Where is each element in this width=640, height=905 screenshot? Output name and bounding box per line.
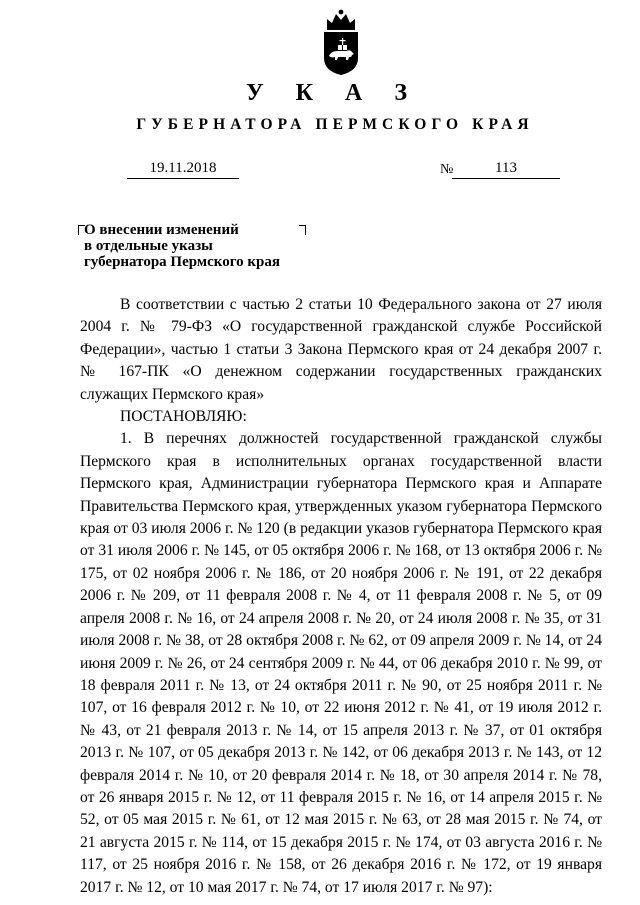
decree-clause: ПОСТАНОВЛЯЮ: (120, 408, 247, 426)
item-1-paragraph: 1. В перечнях должностей государственной гражданской службы Пермского края в исполнительных органах государственной власти Пермского края, Администрации губернатора Пермского края и Аппарате Правительства Пермского края, утвержденных указом губернатора Пермского края от 03 июля 2006 г. № 120 (в редакции указов губернатора Пермского края от 31 июля 2006 г. № 145, от 05 октября 2006 г. № 168, от 13 октября 2006 г. № 175, от 02 ноября 2006 г. № 186, от 20 ноября 2006 г. № 191, от 22 декабря 2006 г. № 209, от 11 февраля 2008 г. № 4, от 11 февраля 2008 г. № 5, от 09 апреля 2008 г. № 16, от 24 апреля 2008 г. № 20, от 24 июля 2008 г. № 35, от 31 июля 2008 г. № 38, от 28 октября 2008 г. № 62, от 09 апреля 2009 г. № 14, от 24 июня 2009 г. № 26, от 24 сентября 2009 г. № 44, от 06 декабря 2010 г. № 99, от 18 февраля 2011 г. № 13, от 24 октября 2011 г. № 90, от 25 ноября 2011 г. № 107, от 16 февраля 2012 г. № 10, от 22 июня 2012 г. № 41, от 19 июля 2012 г. № 43, от 21 февраля 2013 г. № 14, от 15 апреля 2013 г. № 37, от 01 октября 2013 г. № 107, от 05 декабря 2013 г. № 142, от 06 декабря 2013 г. № 143, от 12 февраля 2014 г. № 10, от 20 февраля 2014 г. № 18, от 30 апреля 2014 г. № 78, от 26 января 2015 г. № 12, от 11 февраля 2015 г. № 16, от 14 апреля 2015 г. № 52, от 05 мая 2015 г. № 61, от 12 мая 2015 г. № 63, от 28 мая 2015 г. № 74, от 21 августа 2015 г. № 114, от 15 декабря 2015 г. № 174, от 03 августа 2016 г. № 117, от 25 ноября 2016 г. № 158, от 26 декабря 2016 г. № 172, от 19 января 2017 г. № 12, от 10 мая 2017 г. № 74, от 17 июля 2017 г. № 97): (80, 430, 602, 896)
subject-line: О внесении изменений (84, 222, 239, 238)
decree-date: 19.11.2018 (127, 160, 239, 179)
document-title: У К А З (245, 80, 420, 106)
number-label: № (440, 162, 454, 177)
decree-number: 113 (452, 160, 560, 179)
coat-of-arms-icon (319, 8, 363, 76)
subject-line: в отдельные указы (84, 238, 213, 254)
decree-body (80, 294, 602, 899)
subject-corner-right (299, 225, 306, 235)
preamble-paragraph: В соответствии с частью 2 статьи 10 Федерального закона от 27 июля 2004 г. № 79-ФЗ «О государственной гражданской службе Российской Федерации», частью 1 статьи 3 Закона Пермского края от 24 декабря 2007 г. № 167-ПК «О денежном содержании государственных гражданских служащих Пермского края» (80, 296, 602, 403)
decree-subject (84, 222, 280, 270)
document-subtitle: ГУБЕРНАТОРА ПЕРМСКОГО КРАЯ (136, 116, 534, 133)
subject-line: губернатора Пермского края (84, 254, 280, 270)
